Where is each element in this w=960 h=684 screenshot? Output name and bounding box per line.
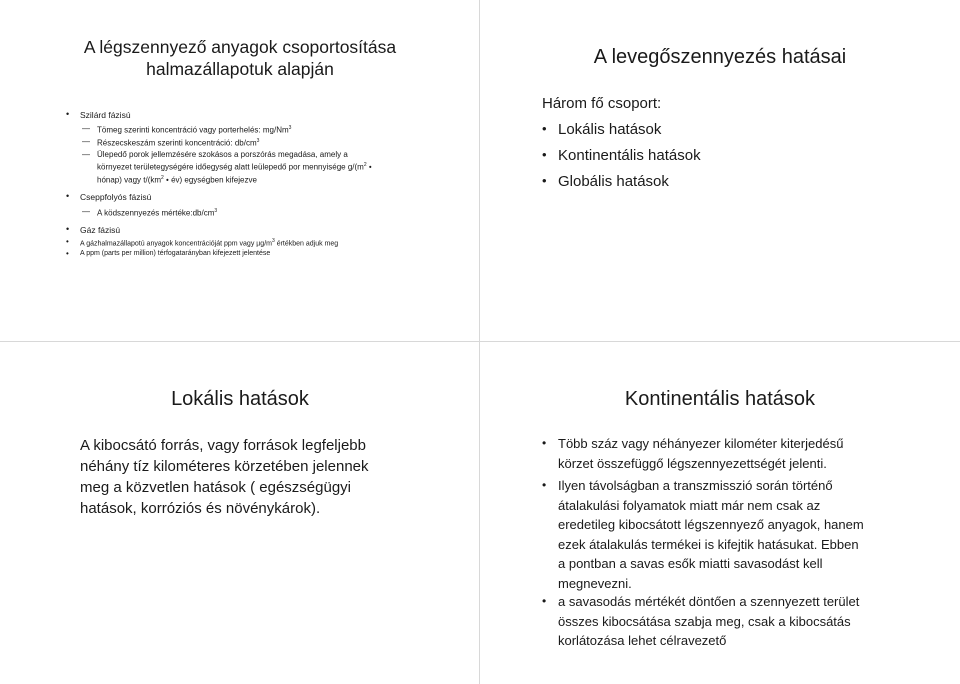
- solid-phase-item: • Szilárd fázisú: [66, 109, 131, 120]
- list-item: • Több száz vagy néhányezer kilométer kiterjedésű körzet összefüggő légszennyezettségét jelenti.: [542, 436, 844, 471]
- bullet: •: [66, 191, 70, 201]
- list-item: • Globális hatások: [542, 173, 669, 190]
- slide-local-effects: [0, 342, 479, 684]
- gas-phase-item: • Gáz fázisú: [66, 224, 121, 235]
- slide1-title: [40, 36, 440, 80]
- slide2-title: A levegőszennyezés hatásai: [593, 46, 847, 68]
- slide-effects: [480, 0, 960, 341]
- bullet: •: [66, 109, 70, 119]
- solid-sub-count: — Részecskeszám szerinti koncentráció: $db/cm^3$: [82, 137, 260, 148]
- slide-classification: [0, 0, 479, 341]
- bullet: •: [542, 594, 547, 608]
- slide-continental-effects: [480, 342, 960, 684]
- slide3-paragraph: A kibocsátó forrás, vagy források legfeljebb néhány tíz kilométeres körzetében jelennek meg a közvetlen hatások ( egészségügyi hatások, korróziós és növénykárok).: [80, 437, 369, 517]
- bullet: •: [542, 436, 547, 450]
- list-item: • a savasodás mértékét döntően a szennyezett terület összes kibocsátása szabja meg, csak a kibocsátás korlátozása lehet célravezető: [542, 594, 860, 648]
- liquid-phase-item: • Cseppfolyós fázisú: [66, 191, 152, 202]
- slide1-title-line1: A légszennyező anyagok csoportosítása: [83, 37, 397, 57]
- solid-sub-dust: — Ülepedő porok jellemzésére szokásos a porszórás megadása, amely a környezet területegységére időegység alatt leülepedő por mennyisége $g/(m^2$ • hónap) vagy $t/(km^2$ • év) egységben kifejezve: [82, 150, 372, 185]
- gas-sub-ppm: • A ppm (parts per million) térfogatarányban kifejezett jelentése: [66, 249, 271, 258]
- list-item: • Ilyen távolságban a transzmisszió során történő átalakulási folyamatok miatt már nem csak az eredetileg kibocsátott légszennyező anyagok, hanem ezek átalakulás termékei is kifejtik hatásukat. Ebben a pontban a savas esők miatti savasodást kell megnevezni.: [542, 478, 864, 591]
- liquid-sub-fog: — A ködszennyezés $mértéke:db/cm^3$: [82, 207, 218, 218]
- slide4-title: Kontinentális hatások: [624, 388, 816, 410]
- solid-sub-mass: — Tömeg szerinti koncentráció vagy porterhelés: mg/Nm$^3$: [82, 124, 292, 135]
- gas-sub-concentration: • A gázhalmazállapotú anyagok koncentrációját ppm vagy $\mu g/m^3$ értékben adjuk meg: [66, 237, 339, 248]
- list-item: • Lokális hatások: [542, 121, 662, 138]
- bullet: •: [542, 173, 547, 188]
- slide1-title-line2: halmazállapotuk alapján: [146, 59, 334, 79]
- list-item: • Kontinentális hatások: [542, 147, 701, 164]
- slide2-heading: Három fő csoport:: [542, 95, 662, 112]
- bullet: •: [542, 121, 547, 136]
- bullet: •: [66, 224, 70, 234]
- bullet: •: [542, 147, 547, 162]
- slide3-title: Lokális hatások: [171, 388, 309, 410]
- bullet: •: [542, 478, 547, 492]
